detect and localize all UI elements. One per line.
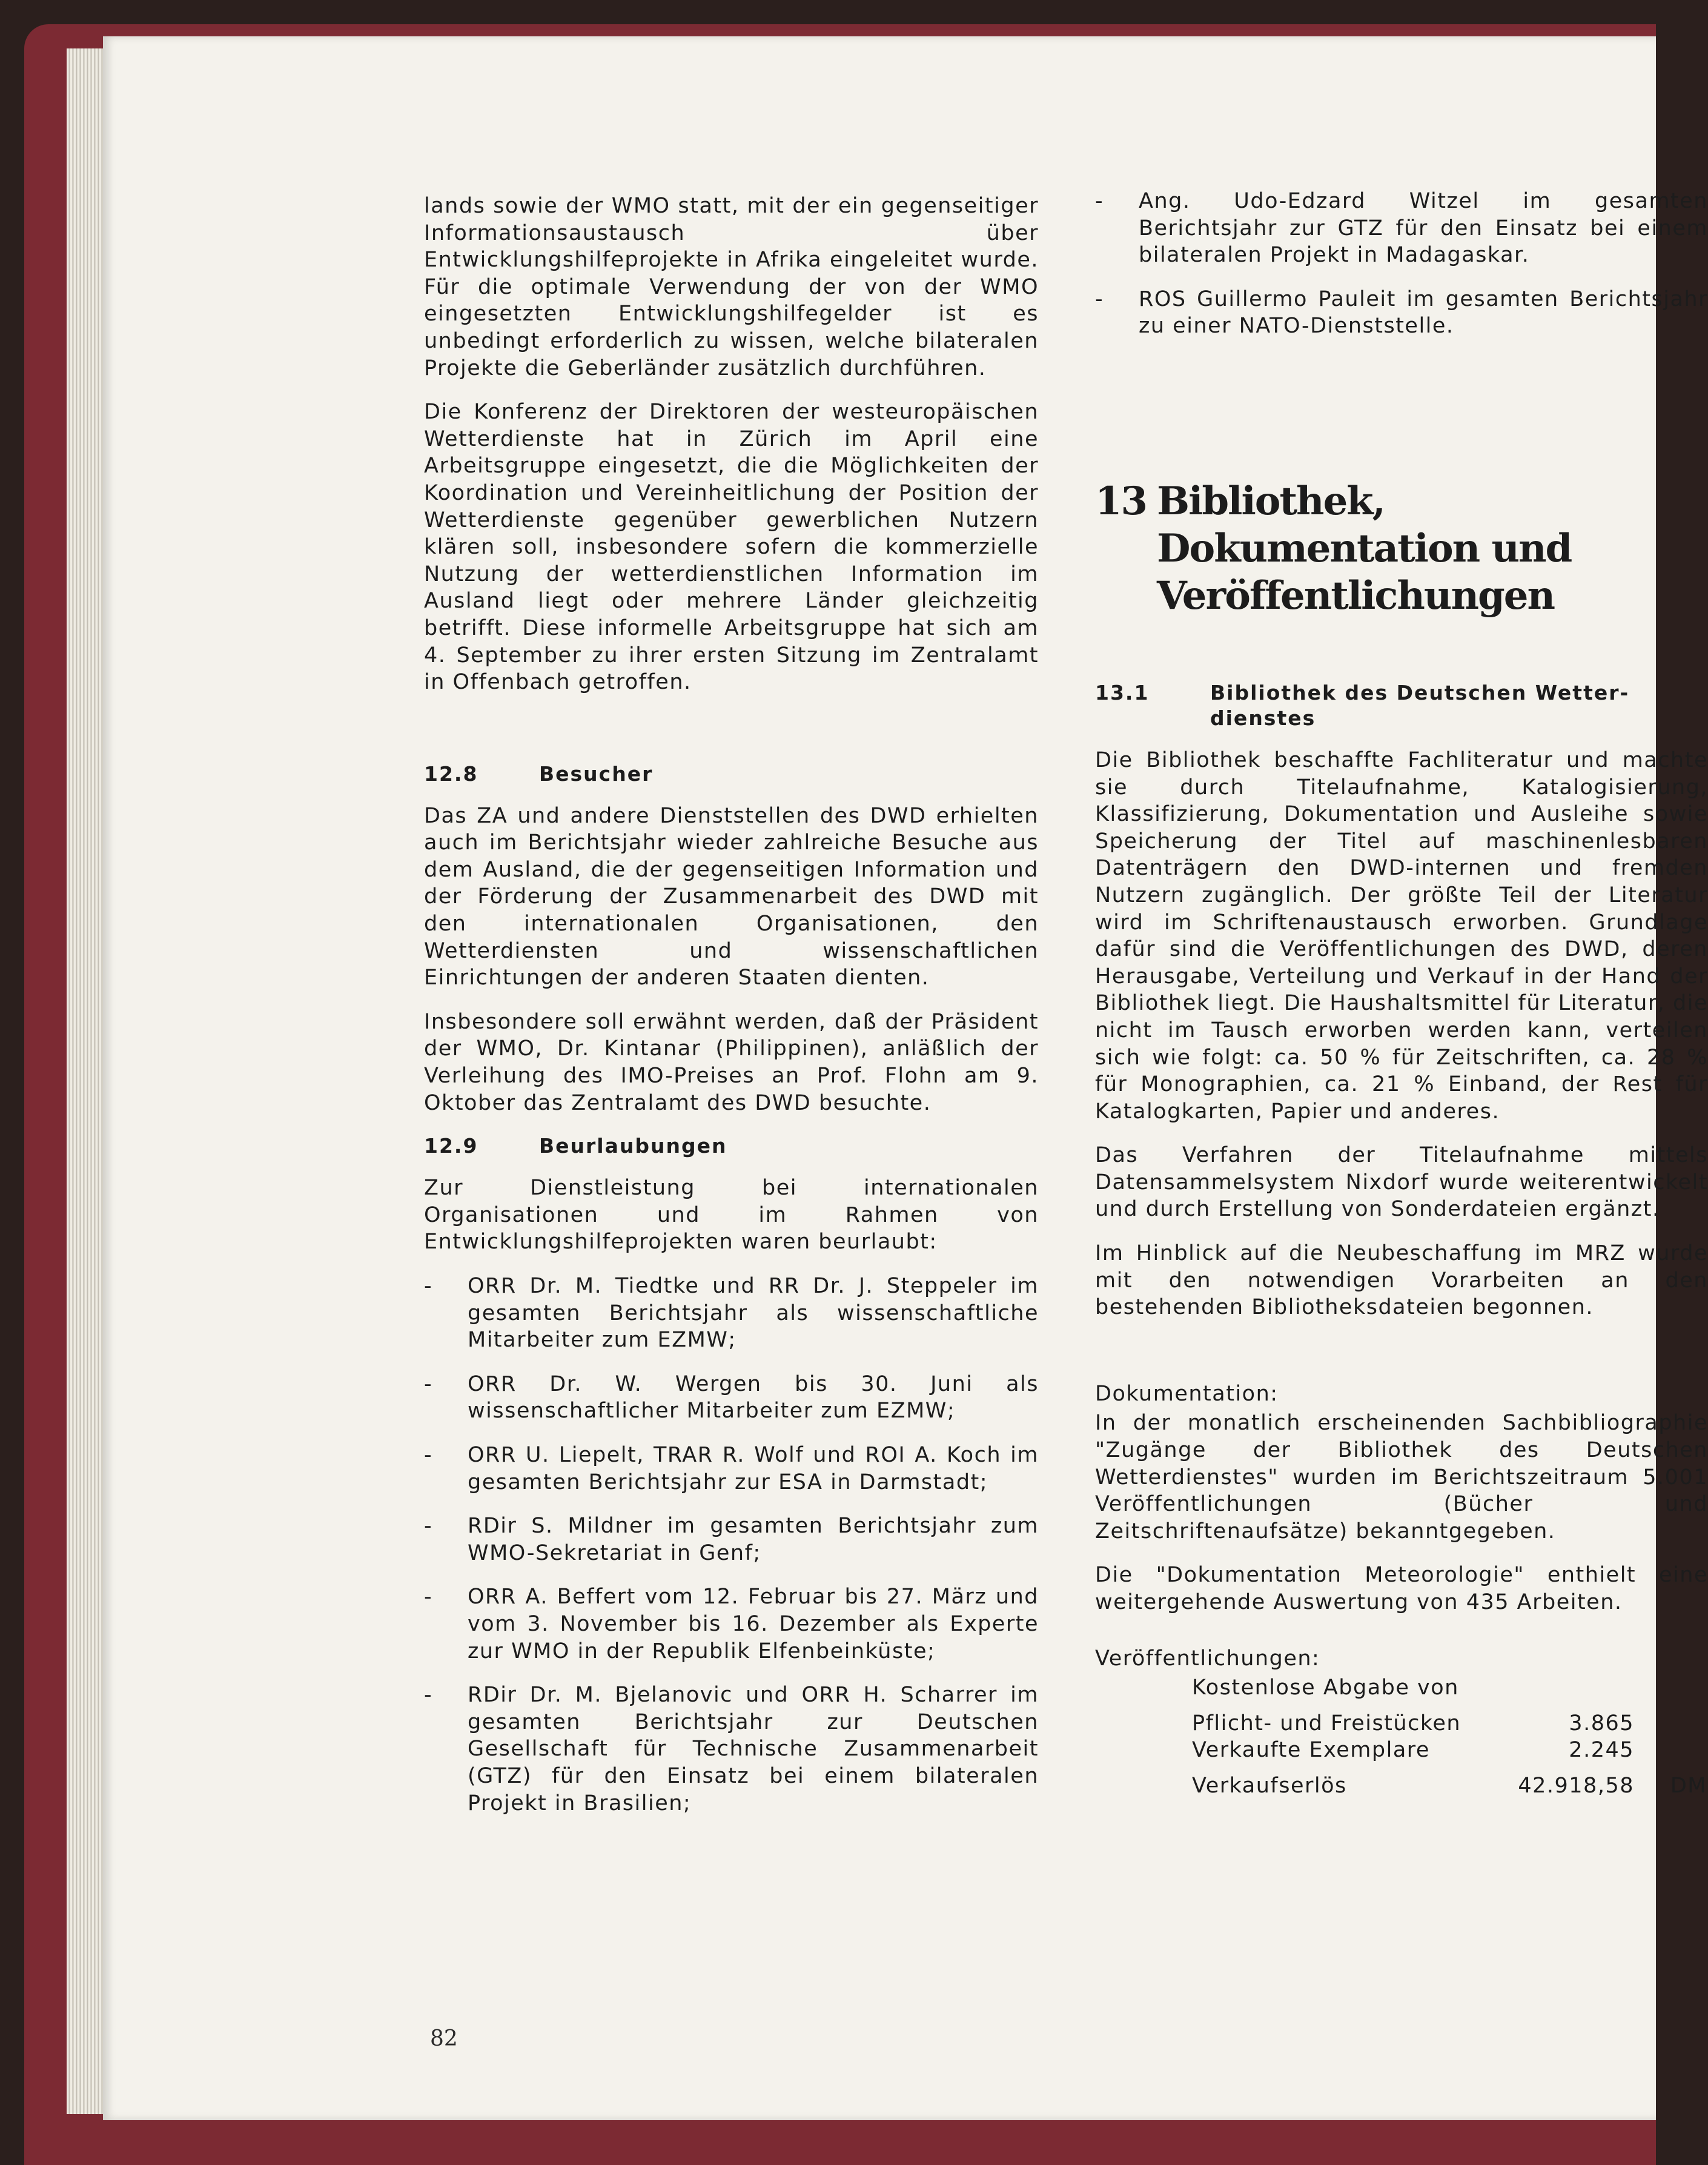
- dash-bullet: -: [424, 1442, 432, 1467]
- list-item: [424, 1273, 1039, 1354]
- list-item: [1095, 286, 1708, 340]
- publications-subheading: [1192, 1674, 1707, 1702]
- row-label: Verkaufserlös: [1192, 1773, 1347, 1798]
- dash-bullet: -: [1095, 189, 1103, 213]
- list-item-text: ORR Dr. W. Wergen bis 30. Juni als wissenschaftlicher Mitarbeiter zum EZMW;: [468, 1371, 1039, 1424]
- section-number: 12.8: [424, 761, 478, 786]
- dash-bullet: -: [424, 1371, 432, 1396]
- section-title: Beurlaubungen: [539, 1134, 727, 1158]
- list-item: [424, 1682, 1039, 1817]
- paragraph: Die Konferenz der Direktoren der westeuropäischen Wetterdienste hat in Zürich im April eine Arbeitsgruppe eingesetzt, die die Möglichkeiten der Koordination und Vereinheitlichung der Position der Wetterdienste gegenüber gewerblichen Nutzern klären soll, insbesondere sofern die kommerzielle Nutzung der wetterdienstlichen Information im Ausland liegt oder mehrere Länder gleichzeitig betrifft. Diese informelle Arbeitsgruppe hat sich am 4. September zu ihrer ersten Sitzung im Zentralamt in Offenbach getroffen.: [424, 400, 1039, 695]
- chapter-number: 13: [1095, 478, 1147, 524]
- publications-table: [1192, 1674, 1707, 1799]
- dash-bullet: -: [424, 1274, 432, 1298]
- section-heading-12-8: [424, 761, 1039, 787]
- section-number: 12.9: [424, 1134, 478, 1158]
- list-item: [424, 1371, 1039, 1425]
- paragraph: In der monatlich erscheinenden Sachbibliographie "Zugänge der Bibliothek des Deutschen Wetterdienstes" wurden im Berichtszeitraum 5.001 Veröffentlichungen (Bücher und Zeitschriftenaufsätze) bekanntgegeben.: [1095, 1411, 1708, 1543]
- dash-bullet: -: [424, 1585, 432, 1610]
- page-number: 82: [430, 2026, 458, 2051]
- section-title: Besucher: [539, 761, 654, 786]
- chapter-heading-13: [1095, 478, 1708, 620]
- list-item: [424, 1583, 1039, 1665]
- section-number: 13.1: [1095, 680, 1150, 705]
- row-value: 42.918,58: [1518, 1773, 1634, 1798]
- leave-list-continued: [1095, 188, 1708, 340]
- table-row: [1192, 1737, 1707, 1764]
- publications-subheading-text: Kostenlose Abgabe von: [1192, 1676, 1459, 1700]
- dash-bullet: -: [424, 1514, 432, 1539]
- dash-bullet: -: [1095, 287, 1103, 311]
- section-heading-12-9: [424, 1133, 1039, 1159]
- paragraph: Insbesondere soll erwähnt werden, daß der Präsident der WMO, Dr. Kintanar (Philippinen), anläßlich der Verleihung des IMO-Preises an Prof. Flohn am 9. Oktober das Zentralamt des DWD besuchte.: [424, 1009, 1039, 1115]
- list-item: [1095, 188, 1708, 269]
- list-item-text: RDir S. Mildner im gesamten Berichtsjahr zum WMO-Sekretariat in Genf;: [468, 1514, 1039, 1565]
- leave-list: [424, 1273, 1039, 1817]
- row-label: Pflicht- und Freistücken: [1192, 1711, 1461, 1736]
- section-heading-13-1: [1095, 680, 1708, 731]
- dash-bullet: -: [424, 1683, 432, 1708]
- paragraph: Im Hinblick auf die Neubeschaffung im MRZ wurde mit den notwendigen Vorarbeiten an den bestehenden Bibliotheksdateien begonnen.: [1095, 1241, 1708, 1320]
- documentation-label: Dokumentation:: [1095, 1381, 1279, 1406]
- list-item-text: RDir Dr. M. Bjelanovic und ORR H. Scharrer im gesamten Berichtsjahr zur Deutschen Gesellschaft für Technische Zusammenarbeit (GTZ) für den Einsatz bei einem bilateralen Projekt in Brasilien;: [468, 1683, 1039, 1815]
- row-label: Verkaufte Exemplare: [1192, 1738, 1430, 1763]
- paragraph: Die "Dokumentation Meteorologie" enthielt eine weitergehende Auswertung von 435 Arbeiten.: [1095, 1563, 1708, 1614]
- table-row: [1192, 1710, 1707, 1737]
- row-unit: [1634, 1737, 1707, 1764]
- paragraph: Zur Dienstleistung bei internationalen Organisationen und im Rahmen von Entwicklungshilfeprojekten waren beurlaubt:: [424, 1176, 1039, 1255]
- right-column: [1095, 188, 1708, 1800]
- row-unit: DM: [1670, 1773, 1707, 1798]
- publications-label: Veröffentlichungen:: [1095, 1646, 1320, 1671]
- paragraph: Das ZA und andere Dienststellen des DWD erhielten auch im Berichtsjahr wieder zahlreiche Besuche aus dem Ausland, die der gegenseitigen Information und der Förderung der Zusammenarbeit des DWD mit den internationalen Organisationen, den Wetterdiensten und wissenschaftlichen Einrichtungen der anderen Staaten dienten.: [424, 803, 1039, 990]
- chapter-title: Bibliothek, Dokumentation und Veröffentlichungen: [1157, 478, 1572, 618]
- list-item-text: ORR A. Beffert vom 12. Februar bis 27. März und vom 3. November bis 16. Dezember als Experte zur WMO in der Republik Elfenbeinküste;: [468, 1585, 1039, 1663]
- section-title: Bibliothek des Deutschen Wetter- dienstes: [1210, 680, 1630, 730]
- list-item: [424, 1513, 1039, 1567]
- paragraph: Die Bibliothek beschaffte Fachliteratur und machte sie durch Titelaufnahme, Katalogisierung, Klassifizierung, Dokumentation und Ausleihe sowie Speicherung der Titel auf maschinenlesbaren Datenträgern den DWD-internen und fremden Nutzern zugänglich. Der größte Teil der Literatur wird im Schriftenaustausch erworben. Grundlage dafür sind die Veröffentlichungen des DWD, deren Herausgabe, Verteilung und Verkauf in der Hand der Bibliothek liegt. Die Haushaltsmittel für Literatur, die nicht im Tausch erworben werden kann, verteilen sich wie folgt: ca. 50 % für Zeitschriften, ca. 28 % für Monographien, ca. 21 % Einband, der Rest für Katalogkarten, Papier und anderes.: [1095, 748, 1708, 1124]
- row-unit: [1634, 1710, 1707, 1737]
- paragraph: lands sowie der WMO statt, mit der ein gegenseitiger Informationsaustausch über Entwicklungshilfeprojekte in Afrika eingeleitet wurde. Für die optimale Verwendung der von der WMO eingesetzten Entwicklungshilfegelder ist es unbedingt erforderlich zu wissen, welche bilateralen Projekte die Geberländer zusätzlich durchführen.: [424, 194, 1039, 380]
- list-item: [424, 1442, 1039, 1496]
- row-value: 2.245: [1569, 1738, 1634, 1763]
- list-item-text: ORR Dr. M. Tiedtke und RR Dr. J. Steppeler im gesamten Berichtsjahr als wissenschaftliche Mitarbeiter zum EZMW;: [468, 1274, 1039, 1353]
- table-row: [1192, 1772, 1707, 1800]
- left-column: [424, 193, 1039, 1834]
- list-item-text: Ang. Udo-Edzard Witzel im gesamten Berichtsjahr zur GTZ für den Einsatz bei einem bilateralen Projekt in Madagaskar.: [1139, 189, 1708, 268]
- list-item-text: ORR U. Liepelt, TRAR R. Wolf und ROI A. Koch im gesamten Berichtsjahr zur ESA in Darmstadt;: [468, 1442, 1039, 1494]
- book-page: [103, 36, 1708, 2120]
- paragraph: Das Verfahren der Titelaufnahme mittels Datensammelsystem Nixdorf wurde weiterentwickelt und durch Erstellung von Sonderdateien ergänzt.: [1095, 1143, 1708, 1222]
- row-value: 3.865: [1569, 1711, 1634, 1736]
- list-item-text: ROS Guillermo Pauleit im gesamten Berichtsjahr zu einer NATO-Dienststelle.: [1139, 287, 1708, 339]
